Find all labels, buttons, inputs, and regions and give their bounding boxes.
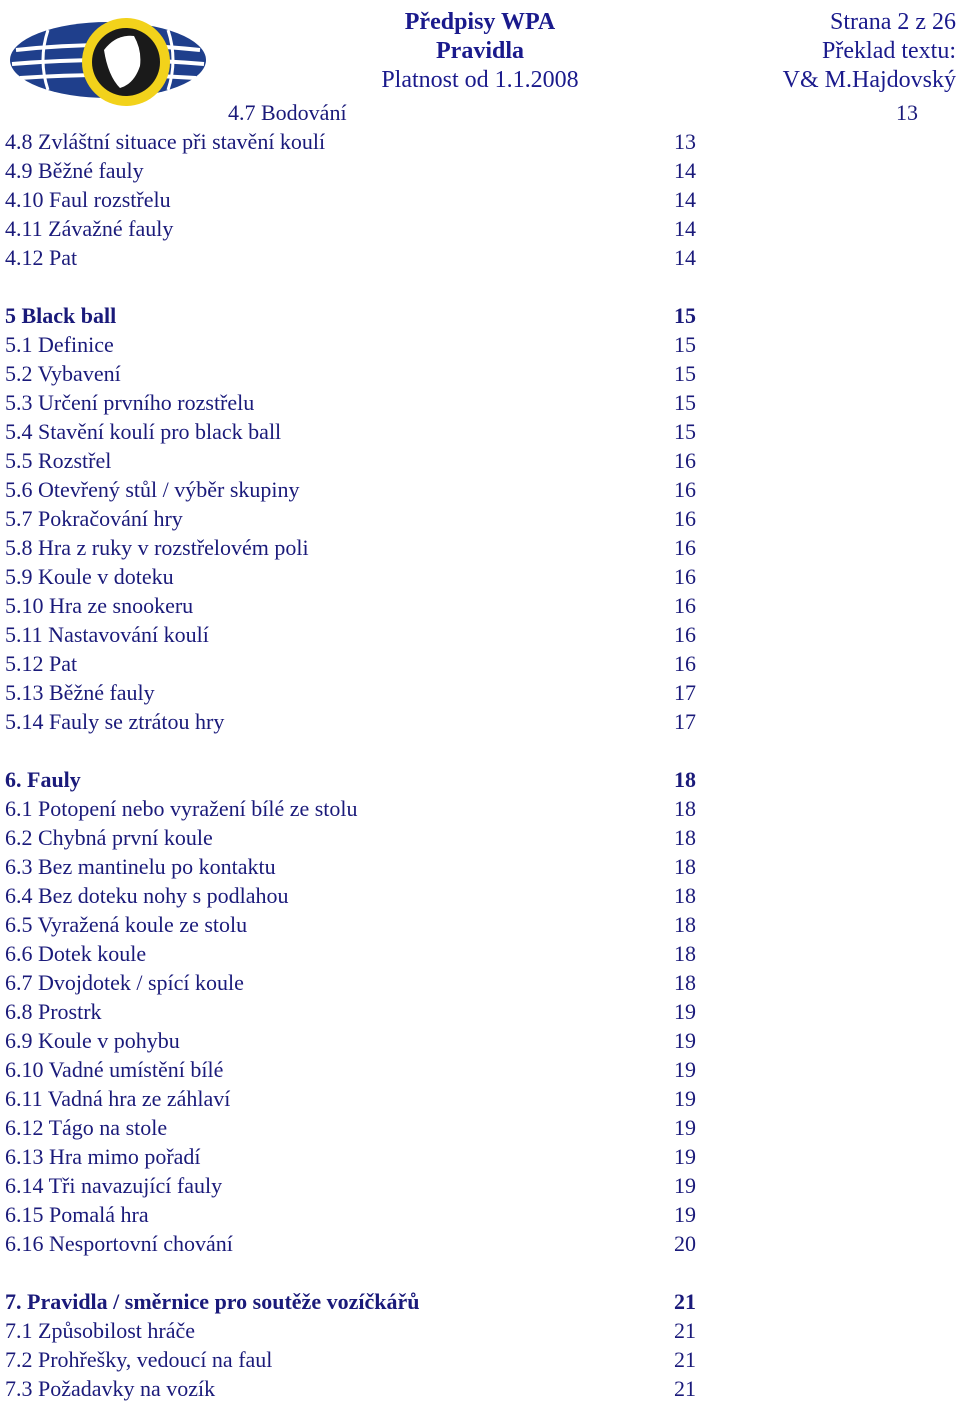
toc-entry [5, 1026, 705, 1055]
toc-entry [5, 185, 705, 214]
toc-entry [5, 1055, 705, 1084]
toc-entry-label: 4.10 Faul rozstřelu [5, 187, 171, 212]
toc-spacer [5, 1258, 705, 1287]
toc-entry-label: 7.2 Prohřešky, vedoucí na faul [5, 1347, 273, 1372]
toc-entry-label: 5.2 Vybavení [5, 361, 121, 386]
toc-entry-page: 18 [674, 912, 696, 937]
toc-entry-page: 15 [674, 361, 696, 386]
toc-entry [5, 968, 705, 997]
toc-section-heading [5, 301, 705, 330]
toc-entry-page: 14 [674, 216, 696, 241]
toc-entry [5, 388, 705, 417]
toc-entry-page: 21 [674, 1347, 696, 1372]
toc-entry-page: 20 [674, 1231, 696, 1256]
toc-entry-label: 5.10 Hra ze snookeru [5, 593, 194, 618]
toc-entry [5, 1200, 705, 1229]
toc-entry-page: 16 [674, 535, 696, 560]
toc-entry-page: 15 [674, 419, 696, 444]
toc-entry-first-page: 13 [896, 100, 918, 125]
toc-entry [5, 823, 705, 852]
toc-entry [5, 330, 705, 359]
toc-entry [5, 156, 705, 185]
toc-entry-page: 18 [674, 941, 696, 966]
toc-entry [5, 562, 705, 591]
toc-entry-label: 6.10 Vadné umístění bílé [5, 1057, 224, 1082]
toc-entry-page: 17 [674, 680, 696, 705]
toc-entry [5, 997, 705, 1026]
document-title: Předpisy WPA [404, 9, 556, 35]
toc-entry [5, 1142, 705, 1171]
toc-entry-page: 18 [674, 767, 696, 792]
document-subtitle: Pravidla [436, 38, 524, 64]
toc-entry [5, 1374, 705, 1403]
header-right [700, 8, 956, 95]
toc-entry-label: 5.12 Pat [5, 651, 78, 676]
toc-entry-label: 5.5 Rozstřel [5, 448, 112, 473]
toc-entry-page: 21 [674, 1318, 696, 1343]
table-of-contents [5, 127, 705, 1403]
toc-entry-label: 7.1 Způsobilost hráče [5, 1318, 196, 1343]
toc-entry-label: 5.8 Hra z ruky v rozstřelovém poli [5, 535, 309, 560]
toc-entry [5, 417, 705, 446]
toc-entry [5, 591, 705, 620]
toc-entry-label: 5.13 Běžné fauly [5, 680, 155, 705]
toc-entry [5, 504, 705, 533]
toc-entry-page: 16 [674, 593, 696, 618]
toc-entry-label: 6.2 Chybná první koule [5, 825, 213, 850]
toc-entry-label: 4.9 Běžné fauly [5, 158, 144, 183]
toc-spacer [5, 272, 705, 301]
toc-entry [5, 475, 705, 504]
toc-entry-page: 18 [674, 854, 696, 879]
toc-entry-page: 17 [674, 709, 696, 734]
toc-entry [5, 214, 705, 243]
toc-entry-label: 6.16 Nesportovní chování [5, 1231, 233, 1256]
toc-entry [5, 881, 705, 910]
toc-entry-page: 15 [674, 303, 696, 328]
toc-entry-page: 18 [674, 883, 696, 908]
toc-entry-first-label: 4.7 Bodování [228, 100, 347, 125]
toc-entry-label: 6. Fauly [5, 767, 81, 792]
toc-entry-page: 19 [674, 1028, 696, 1053]
toc-entry-label: 6.11 Vadná hra ze záhlaví [5, 1086, 231, 1111]
toc-entry-label: 5.9 Koule v doteku [5, 564, 174, 589]
toc-entry-page: 14 [674, 245, 696, 270]
toc-entry-label: 5.6 Otevřený stůl / výběr skupiny [5, 477, 300, 502]
toc-entry-page: 18 [674, 970, 696, 995]
toc-entry-page: 15 [674, 390, 696, 415]
toc-entry-label: 5.14 Fauly se ztrátou hry [5, 709, 225, 734]
toc-entry-page: 16 [674, 448, 696, 473]
toc-entry [5, 1229, 705, 1258]
toc-entry-page: 16 [674, 564, 696, 589]
toc-entry-label: 6.6 Dotek koule [5, 941, 147, 966]
toc-section-heading [5, 1287, 705, 1316]
toc-entry-page: 18 [674, 796, 696, 821]
toc-entry [5, 1316, 705, 1345]
toc-entry-page: 16 [674, 622, 696, 647]
toc-entry [5, 533, 705, 562]
toc-entry [5, 939, 705, 968]
validity-date: Platnost od 1.1.2008 [381, 67, 579, 93]
toc-entry-label: 6.12 Tágo na stole [5, 1115, 168, 1140]
toc-entry [5, 707, 705, 736]
toc-entry [5, 678, 705, 707]
toc-entry-label: 5.7 Pokračování hry [5, 506, 183, 531]
toc-entry-page: 19 [674, 1057, 696, 1082]
toc-entry [5, 910, 705, 939]
toc-entry-label: 7.3 Požadavky na vozík [5, 1376, 216, 1401]
toc-entry-page: 19 [674, 1115, 696, 1140]
toc-entry [5, 1345, 705, 1374]
toc-entry [5, 1171, 705, 1200]
toc-entry-page: 14 [674, 158, 696, 183]
toc-entry [5, 649, 705, 678]
toc-entry-label: 5.11 Nastavování koulí [5, 622, 209, 647]
toc-entry-label: 5.3 Určení prvního rozstřelu [5, 390, 255, 415]
page-info: Strana 2 z 26 [830, 9, 956, 35]
toc-entry-page: 21 [674, 1289, 696, 1314]
translation-label: Překlad textu: [822, 38, 956, 64]
toc-entry-label: 6.8 Prostrk [5, 999, 102, 1024]
toc-entry-label: 5 Black ball [5, 303, 117, 328]
toc-entry [5, 620, 705, 649]
toc-entry [5, 127, 705, 156]
toc-entry-page: 15 [674, 332, 696, 357]
toc-spacer [5, 736, 705, 765]
toc-entry-label: 7. Pravidla / směrnice pro soutěže vozíčkářů [5, 1289, 420, 1314]
toc-entry-page: 19 [674, 1202, 696, 1227]
toc-entry-page: 19 [674, 1086, 696, 1111]
toc-entry-label: 6.1 Potopení nebo vyražení bílé ze stolu [5, 796, 358, 821]
toc-entry-page: 13 [674, 129, 696, 154]
toc-entry-page: 19 [674, 1144, 696, 1169]
toc-entry-label: 6.7 Dvojdotek / spící koule [5, 970, 244, 995]
toc-entry-label: 6.9 Koule v pohybu [5, 1028, 180, 1053]
toc-entry-page: 14 [674, 187, 696, 212]
toc-entry-label: 6.15 Pomalá hra [5, 1202, 149, 1227]
toc-entry-label: 6.3 Bez mantinelu po kontaktu [5, 854, 276, 879]
toc-entry [5, 243, 705, 272]
toc-entry-label: 6.14 Tři navazující fauly [5, 1173, 223, 1198]
toc-entry [5, 1084, 705, 1113]
toc-entry-page: 16 [674, 477, 696, 502]
header-center [300, 8, 660, 95]
toc-entry-label: 4.12 Pat [5, 245, 78, 270]
toc-entry [5, 852, 705, 881]
toc-entry-label: 6.5 Vyražená koule ze stolu [5, 912, 248, 937]
toc-entry-page: 16 [674, 506, 696, 531]
toc-entry-page: 21 [674, 1376, 696, 1401]
toc-entry-label: 5.4 Stavění koulí pro black ball [5, 419, 282, 444]
wpa-logo [8, 10, 213, 110]
toc-entry [5, 794, 705, 823]
toc-entry-label: 4.11 Závažné fauly [5, 216, 174, 241]
toc-entry-page: 18 [674, 825, 696, 850]
toc-entry [5, 446, 705, 475]
translators: V& M.Hajdovský [782, 67, 956, 93]
toc-entry [5, 359, 705, 388]
toc-entry-page: 16 [674, 651, 696, 676]
toc-entry-page: 19 [674, 1173, 696, 1198]
toc-entry-label: 5.1 Definice [5, 332, 114, 357]
toc-entry-label: 4.8 Zvláštní situace při stavění koulí [5, 129, 326, 154]
toc-entry-label: 6.4 Bez doteku nohy s podlahou [5, 883, 289, 908]
toc-entry-page: 19 [674, 999, 696, 1024]
toc-entry-label: 6.13 Hra mimo pořadí [5, 1144, 201, 1169]
toc-entry [5, 1113, 705, 1142]
toc-section-heading [5, 765, 705, 794]
